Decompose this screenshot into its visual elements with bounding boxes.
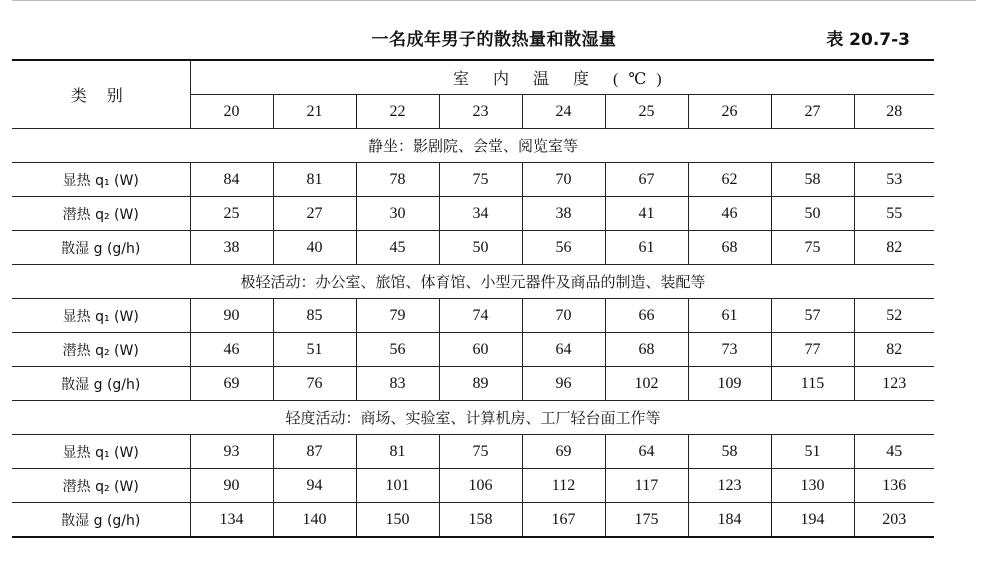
section-row [12, 265, 934, 299]
section-title: 极轻活动：办公室、旅馆、体育馆、小型元器件及商品的制造、装配等 [12, 265, 934, 299]
value-cell: 75 [439, 163, 522, 197]
value-cell: 158 [439, 503, 522, 538]
value-cell: 109 [688, 367, 771, 401]
temperature-header-cell: 25 [605, 95, 688, 129]
value-cell: 101 [356, 469, 439, 503]
header-row-1 [12, 60, 934, 95]
value-cell: 58 [771, 163, 854, 197]
temperature-header-cell: 26 [688, 95, 771, 129]
value-cell: 56 [356, 333, 439, 367]
value-cell: 46 [688, 197, 771, 231]
value-cell: 69 [522, 435, 605, 469]
value-cell: 203 [854, 503, 934, 538]
value-cell: 66 [605, 299, 688, 333]
value-cell: 45 [854, 435, 934, 469]
section-row [12, 129, 934, 163]
value-cell: 64 [522, 333, 605, 367]
value-cell: 85 [273, 299, 356, 333]
row-label: 潜热 q₂ (W) [12, 333, 190, 367]
row-label: 散湿 g (g/h) [12, 503, 190, 538]
value-cell: 70 [522, 163, 605, 197]
value-cell: 58 [688, 435, 771, 469]
value-cell: 96 [522, 367, 605, 401]
value-cell: 62 [688, 163, 771, 197]
value-cell: 68 [688, 231, 771, 265]
value-cell: 53 [854, 163, 934, 197]
value-cell: 89 [439, 367, 522, 401]
value-cell: 75 [439, 435, 522, 469]
table-row [12, 163, 934, 197]
row-label: 显热 q₁ (W) [12, 163, 190, 197]
row-label: 散湿 g (g/h) [12, 367, 190, 401]
value-cell: 77 [771, 333, 854, 367]
temperature-header-cell: 20 [190, 95, 273, 129]
temperature-header-cell: 24 [522, 95, 605, 129]
section-title: 静坐：影剧院、会堂、阅览室等 [12, 129, 934, 163]
row-label: 显热 q₁ (W) [12, 435, 190, 469]
value-cell: 93 [190, 435, 273, 469]
value-cell: 150 [356, 503, 439, 538]
value-cell: 74 [439, 299, 522, 333]
row-label: 潜热 q₂ (W) [12, 197, 190, 231]
value-cell: 55 [854, 197, 934, 231]
value-cell: 61 [688, 299, 771, 333]
value-cell: 46 [190, 333, 273, 367]
value-cell: 84 [190, 163, 273, 197]
temperature-header-cell: 21 [273, 95, 356, 129]
value-cell: 61 [605, 231, 688, 265]
value-cell: 38 [522, 197, 605, 231]
value-cell: 167 [522, 503, 605, 538]
table-row [12, 333, 934, 367]
value-cell: 90 [190, 469, 273, 503]
value-cell: 50 [439, 231, 522, 265]
top-divider [12, 0, 976, 1]
value-cell: 81 [273, 163, 356, 197]
value-cell: 34 [439, 197, 522, 231]
value-cell: 64 [605, 435, 688, 469]
value-cell: 184 [688, 503, 771, 538]
value-cell: 79 [356, 299, 439, 333]
value-cell: 136 [854, 469, 934, 503]
section-row [12, 401, 934, 435]
value-cell: 73 [688, 333, 771, 367]
value-cell: 81 [356, 435, 439, 469]
table-row [12, 299, 934, 333]
value-cell: 112 [522, 469, 605, 503]
value-cell: 130 [771, 469, 854, 503]
value-cell: 69 [190, 367, 273, 401]
value-cell: 87 [273, 435, 356, 469]
temperature-header-cell: 22 [356, 95, 439, 129]
row-label: 潜热 q₂ (W) [12, 469, 190, 503]
table-row [12, 367, 934, 401]
temperature-header-cell: 23 [439, 95, 522, 129]
value-cell: 76 [273, 367, 356, 401]
value-cell: 82 [854, 231, 934, 265]
row-label: 显热 q₁ (W) [12, 299, 190, 333]
temperature-header-cell: 28 [854, 95, 934, 129]
value-cell: 123 [688, 469, 771, 503]
heat-moisture-table [12, 59, 934, 538]
table-row [12, 197, 934, 231]
value-cell: 40 [273, 231, 356, 265]
value-cell: 52 [854, 299, 934, 333]
value-cell: 27 [273, 197, 356, 231]
value-cell: 140 [273, 503, 356, 538]
value-cell: 102 [605, 367, 688, 401]
table-title: 一名成年男子的散热量和散湿量 [371, 30, 617, 50]
value-cell: 51 [273, 333, 356, 367]
table-row [12, 435, 934, 469]
title-row [12, 26, 976, 54]
value-cell: 67 [605, 163, 688, 197]
value-cell: 38 [190, 231, 273, 265]
value-cell: 75 [771, 231, 854, 265]
value-cell: 56 [522, 231, 605, 265]
temperature-group-header: 室 内 温 度 (℃) [190, 60, 934, 95]
section-title: 轻度活动：商场、实验室、计算机房、工厂轻台面工作等 [12, 401, 934, 435]
value-cell: 25 [190, 197, 273, 231]
value-cell: 94 [273, 469, 356, 503]
value-cell: 68 [605, 333, 688, 367]
table-body [12, 129, 934, 538]
table-row [12, 469, 934, 503]
value-cell: 51 [771, 435, 854, 469]
row-label: 散湿 g (g/h) [12, 231, 190, 265]
value-cell: 115 [771, 367, 854, 401]
value-cell: 117 [605, 469, 688, 503]
value-cell: 57 [771, 299, 854, 333]
value-cell: 106 [439, 469, 522, 503]
category-header: 类 别 [12, 60, 190, 129]
value-cell: 78 [356, 163, 439, 197]
value-cell: 82 [854, 333, 934, 367]
table-row [12, 231, 934, 265]
value-cell: 60 [439, 333, 522, 367]
value-cell: 41 [605, 197, 688, 231]
temperature-header-cell: 27 [771, 95, 854, 129]
value-cell: 134 [190, 503, 273, 538]
value-cell: 123 [854, 367, 934, 401]
value-cell: 50 [771, 197, 854, 231]
value-cell: 175 [605, 503, 688, 538]
value-cell: 90 [190, 299, 273, 333]
value-cell: 194 [771, 503, 854, 538]
table-number: 表 20.7-3 [826, 30, 910, 50]
value-cell: 45 [356, 231, 439, 265]
value-cell: 30 [356, 197, 439, 231]
value-cell: 83 [356, 367, 439, 401]
table-row [12, 503, 934, 538]
value-cell: 70 [522, 299, 605, 333]
